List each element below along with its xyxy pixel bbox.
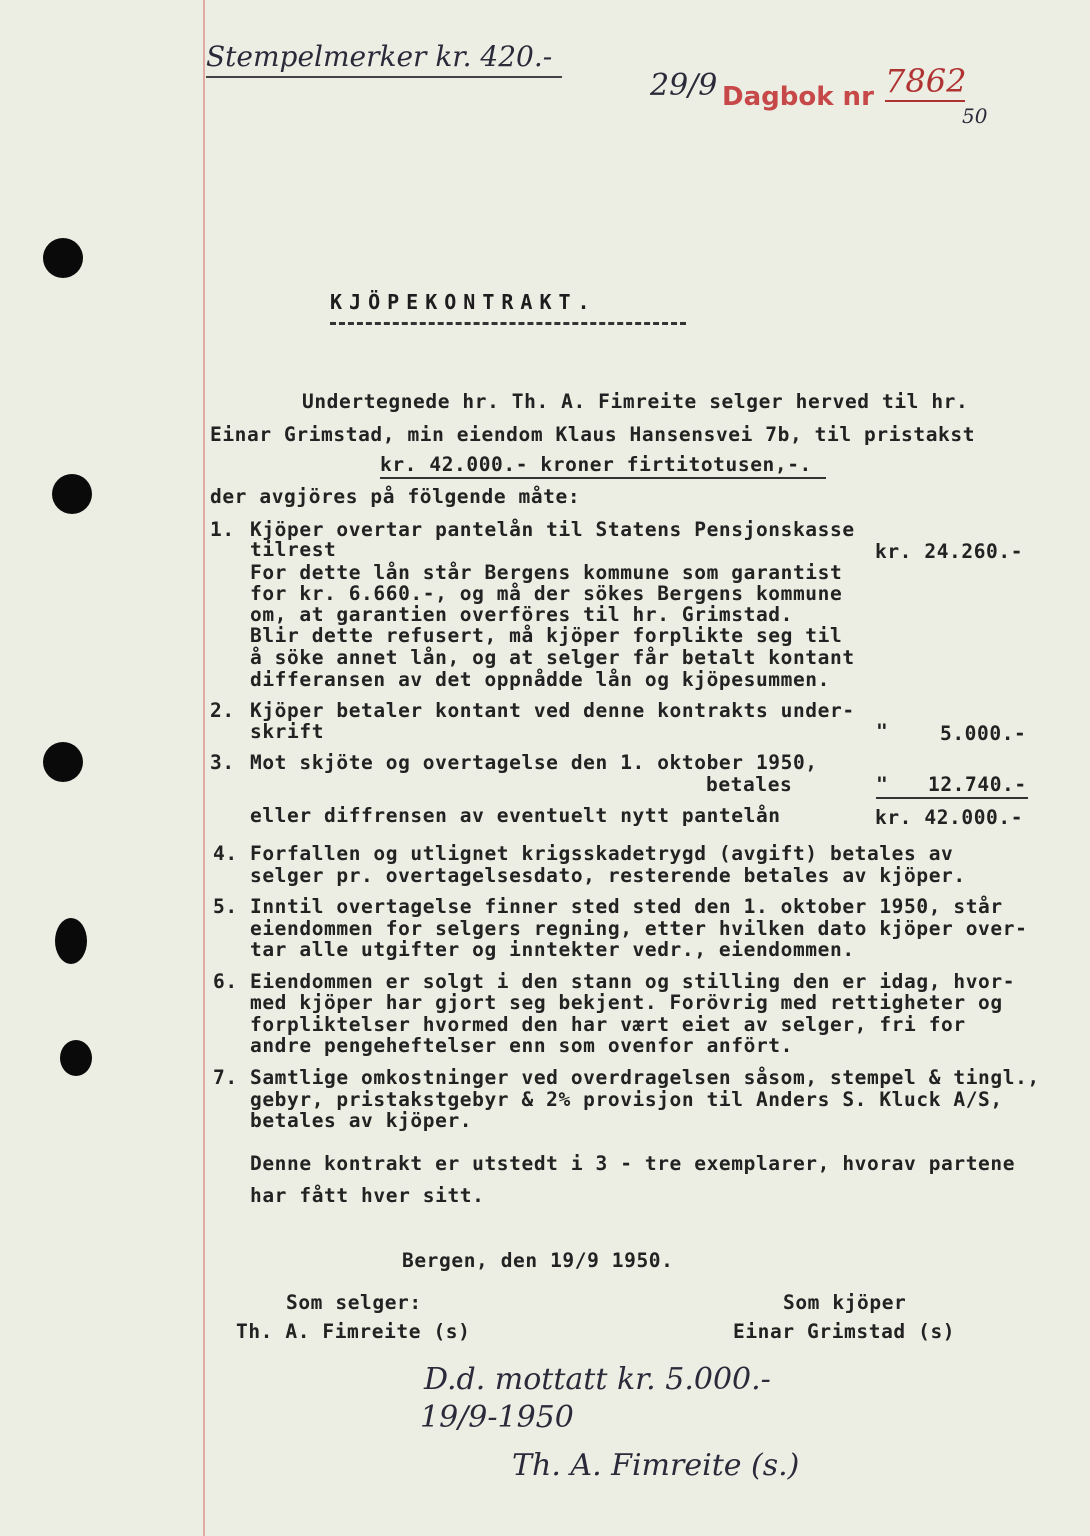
year-handwritten: 50 <box>962 104 988 128</box>
clause-2-line-2: skrift <box>250 720 325 743</box>
place-date: Bergen, den 19/9 1950. <box>402 1249 674 1272</box>
contract-title: KJÖPEKONTRAKT. <box>330 290 597 314</box>
clause-1-number: 1. <box>210 518 235 541</box>
clause-1-line-7: å söke annet lån, og at selger får betalt kontant <box>250 646 855 669</box>
dagbok-label: Dagbok nr <box>722 82 874 112</box>
clause-4-number: 4. <box>213 842 238 865</box>
clause-3-ditto: " <box>876 773 889 796</box>
clause-6-line-2: med kjöper har gjort seg bekjent. Forövrig med rettigheter og <box>250 991 1003 1014</box>
clause-6-line-1: Eiendommen er solgt i den stann og stilling den er idag, hvor- <box>250 970 1016 993</box>
stamp-note-underline <box>206 76 562 78</box>
seller-label: Som selger: <box>286 1291 422 1314</box>
price-underline <box>380 477 826 479</box>
clause-1-line-1: Kjöper overtar pantelån til Statens Pensjonskasse <box>250 518 855 541</box>
clause-7-line-3: betales av kjöper. <box>250 1109 473 1132</box>
clause-7-line-1: Samtlige omkostninger ved overdragelsen såsom, stempel & tingl., <box>250 1066 1040 1089</box>
intro-price-line: kr. 42.000.- kroner firtitotusen,-. <box>380 453 812 476</box>
clause-2-ditto: " <box>876 720 889 743</box>
closing-line-2: har fått hver sitt. <box>250 1184 485 1207</box>
clause-2-line-1: Kjöper betaler kontant ved denne kontrakts under- <box>250 699 855 722</box>
clause-3-amount: 12.740.- <box>928 773 1027 796</box>
date-handwritten: 29/9 <box>650 68 718 103</box>
title-underline <box>330 322 686 325</box>
receipt-line-1: D.d. mottatt kr. 5.000.- <box>424 1362 771 1397</box>
clause-3-line-3: eller diffrensen av eventuelt nytt pantelån <box>250 804 781 827</box>
margin-line <box>203 0 205 1536</box>
clause-1-line-5: om, at garantien overföres til hr. Grimstad. <box>250 603 793 626</box>
closing-line-1: Denne kontrakt er utstedt i 3 - tre exemplarer, hvorav partene <box>250 1152 1016 1175</box>
clause-5-line-2: eiendommen for selgers regning, etter hvilken dato kjöper over- <box>250 917 1028 940</box>
clause-1-amount: kr. 24.260.- <box>875 540 1024 563</box>
clause-6-line-4: andre pengeheftelser enn som ovenfor anfört. <box>250 1034 793 1057</box>
clause-3-line-2: betales <box>706 773 793 796</box>
clause-3-number: 3. <box>210 751 235 774</box>
intro-line-4: der avgjöres på fölgende måte: <box>210 485 581 508</box>
dagbok-number-underline <box>885 100 965 102</box>
clause-2-amount: 5.000.- <box>940 722 1027 745</box>
clause-5-number: 5. <box>213 895 238 918</box>
receipt-signature: Th. A. Fimreite (s.) <box>512 1448 800 1483</box>
clause-4-line-2: selger pr. overtagelsesdato, resterende betales av kjöper. <box>250 864 966 887</box>
clause-1-line-6: Blir dette refusert, må kjöper forplikte seg til <box>250 624 843 647</box>
clause-4-line-1: Forfallen og utlignet krigsskadetrygd (avgift) betales av <box>250 842 954 865</box>
intro-line-1: Undertegnede hr. Th. A. Fimreite selger herved til hr. <box>302 390 969 413</box>
clause-6-number: 6. <box>213 970 238 993</box>
clause-1-line-8: differansen av det oppnådde lån og kjöpesummen. <box>250 668 830 691</box>
buyer-name: Einar Grimstad (s) <box>733 1320 956 1343</box>
clause-3-amount-underline <box>876 797 1028 799</box>
intro-line-2: Einar Grimstad, min eiendom Klaus Hansensvei 7b, til pristakst <box>210 423 976 446</box>
receipt-line-2: 19/9-1950 <box>420 1400 574 1435</box>
handwritten-stamp-note: Stempelmerker kr. 420.- <box>206 40 553 73</box>
punch-hole-1 <box>43 238 83 278</box>
clause-5-line-3: tar alle utgifter og inntekter vedr., eiendommen. <box>250 938 855 961</box>
clause-5-line-1: Inntil overtagelse finner sted sted den 1. oktober 1950, står <box>250 895 1003 918</box>
clause-1-line-3: For dette lån står Bergens kommune som garantist <box>250 561 843 584</box>
punch-hole-3 <box>43 742 83 782</box>
clause-7-number: 7. <box>213 1066 238 1089</box>
clause-6-line-3: forpliktelser hvormed den har vært eiet av selger, fri for <box>250 1013 966 1036</box>
clause-1-line-4: for kr. 6.660.-, og må der sökes Bergens kommune <box>250 582 843 605</box>
punch-hole-4 <box>55 918 87 964</box>
clause-1-line-2: tilrest <box>250 538 337 561</box>
punch-hole-5 <box>60 1040 92 1076</box>
clause-2-number: 2. <box>210 699 235 722</box>
dagbok-number: 7862 <box>885 62 967 100</box>
clause-7-line-2: gebyr, pristakstgebyr & 2% provisjon til Anders S. Kluck A/S, <box>250 1088 1003 1111</box>
buyer-label: Som kjöper <box>783 1291 907 1314</box>
clause-3-line-1: Mot skjöte og overtagelse den 1. oktober 1950, <box>250 751 818 774</box>
clause-3-total: kr. 42.000.- <box>875 806 1024 829</box>
punch-hole-2 <box>52 474 92 514</box>
seller-name: Th. A. Fimreite (s) <box>236 1320 471 1343</box>
